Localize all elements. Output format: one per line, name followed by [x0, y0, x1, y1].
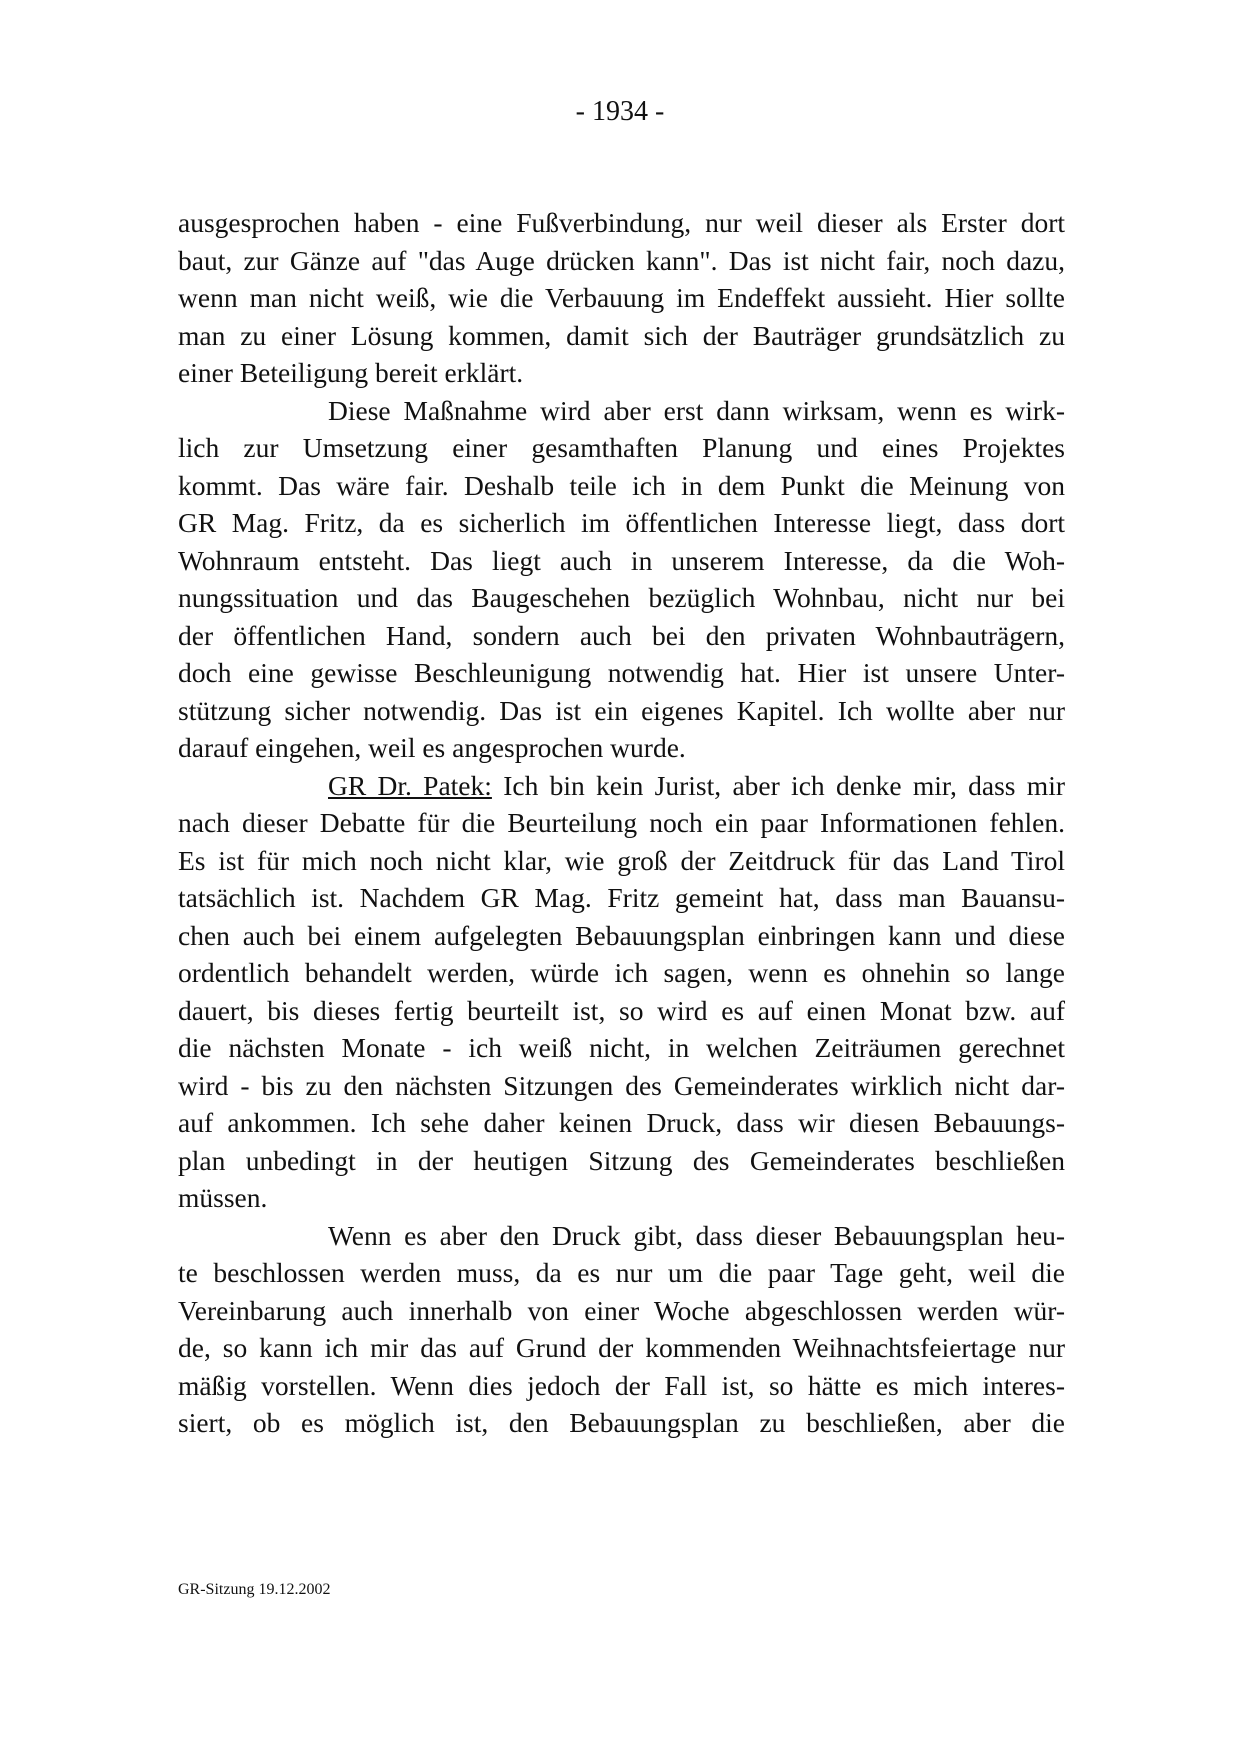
text-line: ausgesprochen haben - eine Fußverbindung, nur weil dieser als Erster dort	[178, 207, 1065, 238]
speaker-paragraph-start	[178, 767, 1065, 805]
text-line: Vereinbarung auch innerhalb von einer Woche abgeschlossen werden wür-	[178, 1294, 1065, 1326]
text-line: wird - bis zu den nächsten Sitzungen des Gemeinderates wirklich nicht dar-	[178, 1069, 1065, 1101]
page-footer: GR-Sitzung 19.12.2002	[178, 1581, 331, 1598]
text-line: Wohnraum entsteht. Das liegt auch in unserem Interesse, da die Woh-	[178, 544, 1065, 576]
text-line: mäßig vorstellen. Wenn dies jedoch der Fall ist, so hätte es mich interes-	[178, 1369, 1065, 1401]
page-number: - 1934 -	[575, 96, 665, 127]
text-line: tatsächlich ist. Nachdem GR Mag. Fritz gemeint hat, dass man Bauansu-	[178, 882, 1065, 913]
text-line: stützung sicher notwendig. Das ist ein eigenes Kapitel. Ich wollte aber nur	[178, 694, 1065, 726]
text-line: doch eine gewisse Beschleunigung notwendig hat. Hier ist unsere Unter-	[178, 657, 1065, 688]
text-line: wenn man nicht weiß, wie die Verbauung im Endeffekt aussieht. Hier sollte	[178, 282, 1065, 313]
text-line: müssen.	[178, 1182, 268, 1213]
text-line: kommt. Das wäre fair. Deshalb teile ich in dem Punkt die Meinung von	[178, 469, 1065, 501]
speaker-label: GR Dr. Patek:	[328, 769, 492, 801]
text-line: dauert, bis dieses fertig beurteilt ist, so wird es auf einen Monat bzw. auf	[178, 994, 1065, 1026]
text-line: plan unbedingt in der heutigen Sitzung des Gemeinderates beschließen	[178, 1144, 1065, 1176]
text-line: ordentlich behandelt werden, würde ich sagen, wenn es ohnehin so lange	[178, 957, 1065, 988]
text-line: chen auch bei einem aufgelegten Bebauungsplan einbringen kann und diese	[178, 919, 1065, 951]
text-line: lich zur Umsetzung einer gesamthaften Planung und eines Projektes	[178, 432, 1065, 463]
document-body	[178, 204, 1065, 1442]
text-line: der öffentlichen Hand, sondern auch bei den privaten Wohnbauträgern,	[178, 619, 1065, 651]
text-line: Ich bin kein Jurist, aber ich denke mir, dass mir	[503, 769, 1065, 801]
text-line: baut, zur Gänze auf "das Auge drücken kann". Das ist nicht fair, noch dazu,	[178, 244, 1065, 276]
text-line: Diese Maßnahme wird aber erst dann wirksam, wenn es wirk-	[328, 394, 1065, 426]
text-line: Wenn es aber den Druck gibt, dass dieser Bebauungsplan heu-	[328, 1219, 1065, 1251]
text-line: auf ankommen. Ich sehe daher keinen Druck, dass wir diesen Bebauungs-	[178, 1107, 1065, 1138]
text-line: nach dieser Debatte für die Beurteilung noch ein paar Informationen fehlen.	[178, 807, 1065, 838]
text-line: de, so kann ich mir das auf Grund der kommenden Weihnachtsfeiertage nur	[178, 1332, 1065, 1363]
text-line: darauf eingehen, weil es angesprochen wurde.	[178, 732, 686, 763]
text-line: einer Beteiligung bereit erklärt.	[178, 357, 524, 388]
text-line: siert, ob es möglich ist, den Bebauungsplan zu beschließen, aber die	[178, 1407, 1065, 1438]
text-line: te beschlossen werden muss, da es nur um die paar Tage geht, weil die	[178, 1257, 1065, 1288]
text-line: die nächsten Monate - ich weiß nicht, in welchen Zeiträumen gerechnet	[178, 1032, 1065, 1063]
text-line: man zu einer Lösung kommen, damit sich der Bauträger grundsätzlich zu	[178, 319, 1065, 351]
text-line: nungssituation und das Baugeschehen bezüglich Wohnbau, nicht nur bei	[178, 582, 1065, 613]
text-line: GR Mag. Fritz, da es sicherlich im öffentlichen Interesse liegt, dass dort	[178, 507, 1065, 538]
text-line: Es ist für mich noch nicht klar, wie groß der Zeitdruck für das Land Tirol	[178, 844, 1065, 876]
